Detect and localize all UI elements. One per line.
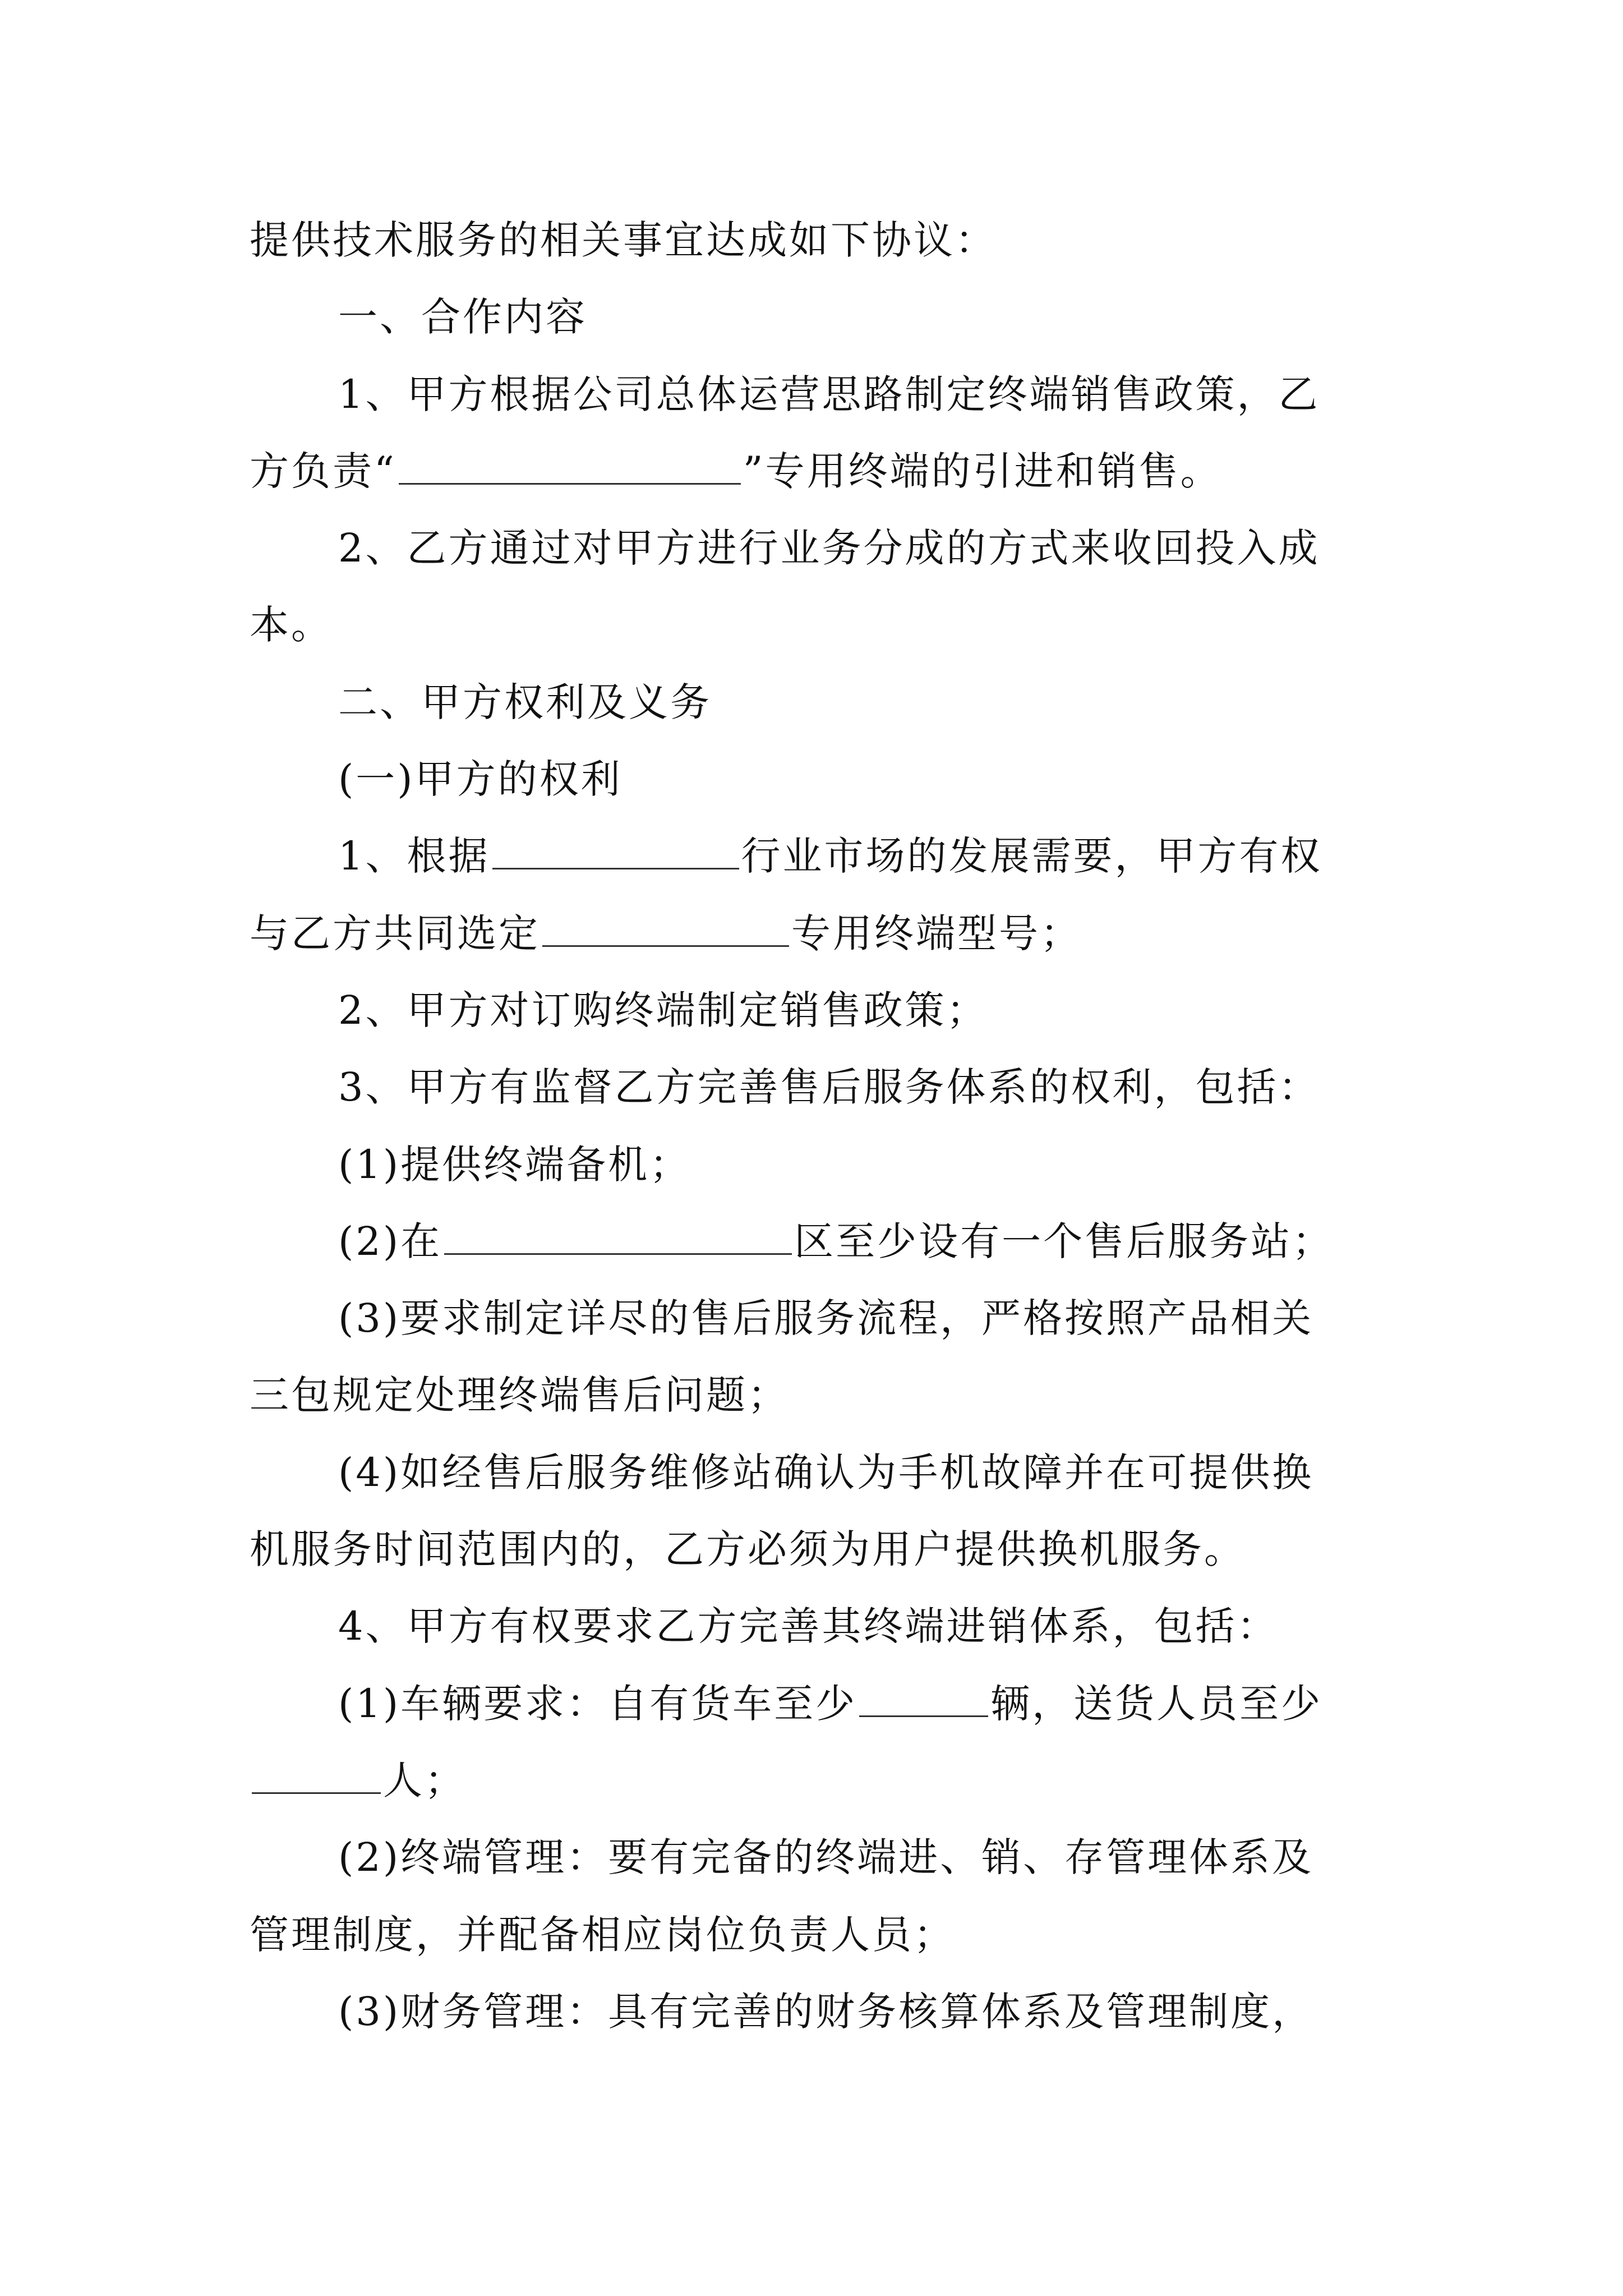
paragraph-line [250,895,1388,972]
text-segment: 辆，送货人员至少 [990,1680,1323,1727]
list-item: (3)要求制定详尽的售后服务流程，严格按照产品相关 [338,1295,1314,1342]
paragraph-line: 提供技术服务的相关事宜达成如下协议： [250,217,997,263]
list-item: (1)提供终端备机； [338,1141,691,1188]
paragraph-line: 管理制度，并配备相应岗位负责人员； [250,1911,955,1958]
text-segment: 区至少设有一个售后服务站； [794,1218,1334,1264]
list-item [250,1665,1388,1742]
fill-in-blank[interactable] [859,1682,988,1717]
list-item: (2)终端管理：要有完备的终端进、销、存管理体系及 [338,1834,1314,1881]
text-segment: 方负责“ [250,448,396,494]
text-segment: 与乙方共同选定 [250,910,540,956]
text-segment: 1、根据 [338,833,490,880]
list-item [250,1203,1388,1280]
section-heading-party-a: 二、甲方权利及义务 [338,679,712,725]
paragraph-line: 三包规定处理终端售后问题； [250,1372,789,1419]
list-item: (3)财务管理：具有完善的财务核算体系及管理制度， [338,1988,1314,2035]
text-segment: 行业市场的发展需要，甲方有权 [741,833,1322,880]
text-segment: 人； [383,1757,466,1803]
section-heading-cooperation: 一、合作内容 [338,294,587,341]
fill-in-blank[interactable] [399,449,741,485]
paragraph-line [250,818,1388,895]
text-segment: (2)在 [338,1218,442,1264]
fill-in-blank[interactable] [492,834,739,869]
paragraph-line: 4、甲方有权要求乙方完善其终端进销体系，包括： [338,1603,1279,1650]
subsection-heading-rights: (一)甲方的权利 [338,756,623,803]
paragraph-line: 机服务时间范围内的，乙方必须为用户提供换机服务。 [250,1526,1246,1573]
paragraph-line: 2、乙方通过对甲方进行业务分成的方式来收回投入成 [338,525,1320,572]
fill-in-blank[interactable] [542,912,789,947]
text-segment: ”专用终端的引进和销售。 [743,448,1222,494]
fill-in-blank[interactable] [252,1759,381,1794]
text-segment: 专用终端型号； [791,910,1082,956]
text-segment: (1)车辆要求：自有货车至少 [338,1680,857,1727]
list-item: (4)如经售后服务维修站确认为手机故障并在可提供换 [338,1449,1314,1496]
fill-in-blank[interactable] [444,1220,792,1255]
paragraph-line [250,433,1388,510]
paragraph-line: 1、甲方根据公司总体运营思路制定终端销售政策，乙 [338,371,1320,417]
paragraph-line [250,1742,1388,1819]
agreement-body [250,202,1388,2050]
paragraph-line: 3、甲方有监督乙方完善售后服务体系的权利，包括： [338,1064,1320,1111]
paragraph-line: 本。 [250,602,333,648]
paragraph-line: 2、甲方对订购终端制定销售政策； [338,987,988,1033]
